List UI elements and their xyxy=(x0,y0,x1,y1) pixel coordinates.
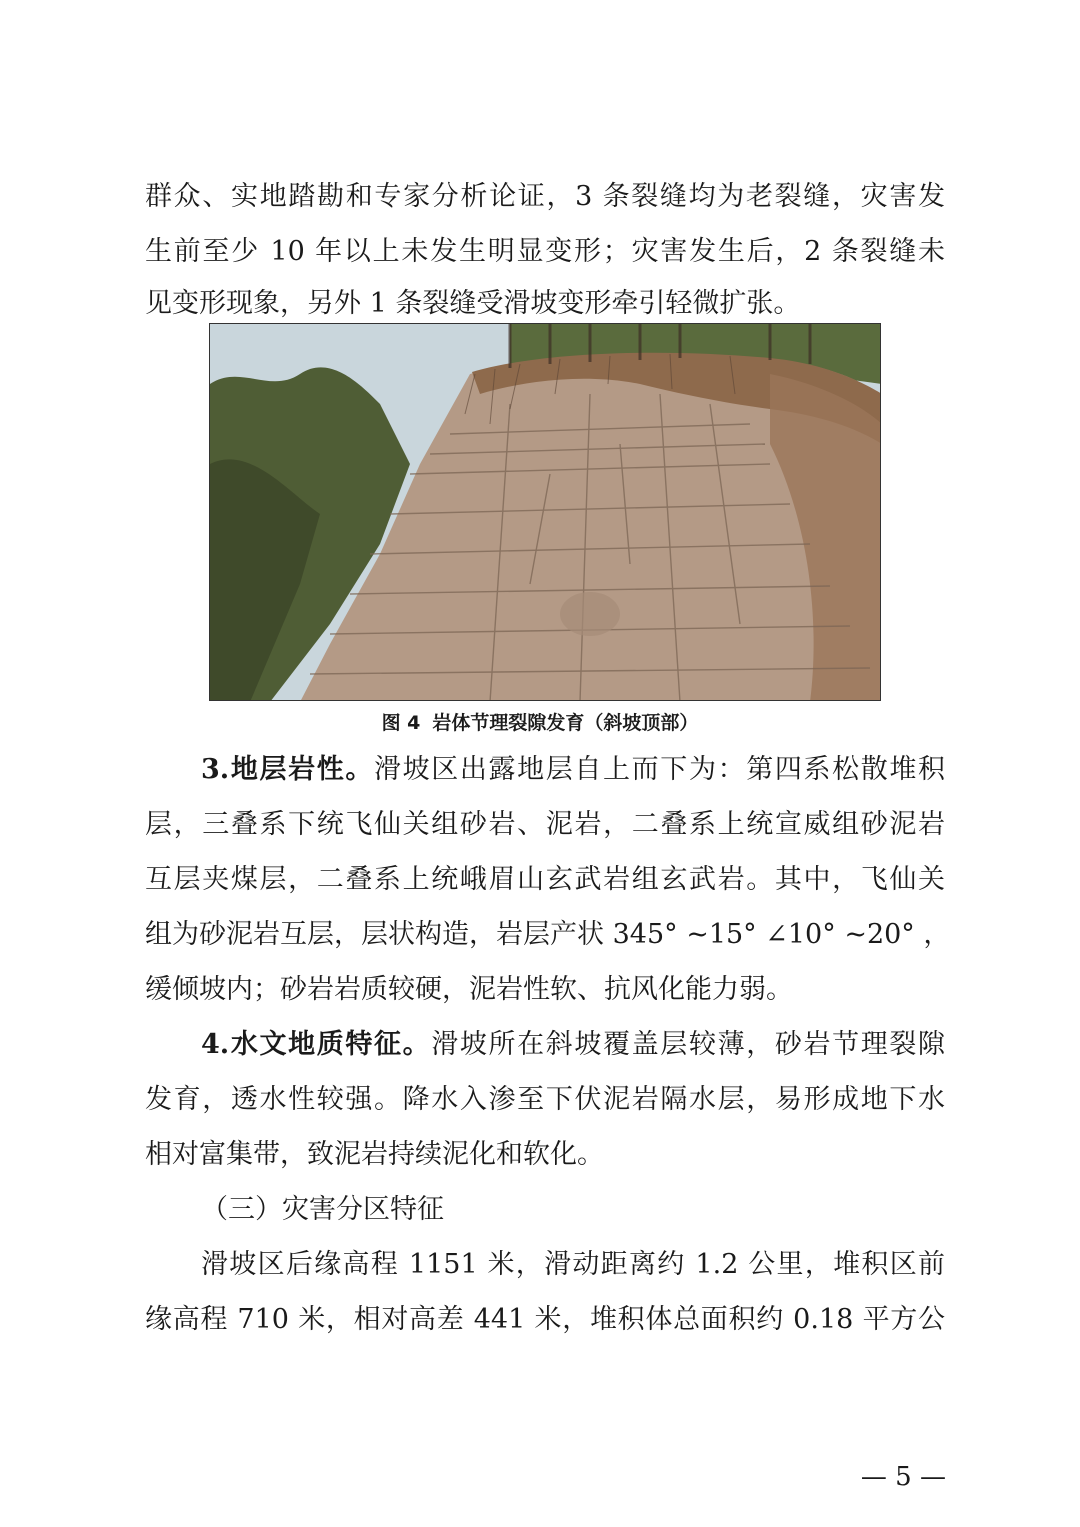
subsection-title: （三）灾害分区特征 xyxy=(201,1194,444,1225)
text-line: 缓倾坡内；砂岩岩质较硬，泥岩性软、抗风化能力弱。 xyxy=(145,974,793,1005)
figure-photo-rock-slope xyxy=(209,323,881,701)
rock-slope-photo xyxy=(210,324,881,701)
section-3-heading: 3.地层岩性。 xyxy=(201,754,374,785)
figure-caption-text: 岩体节理裂隙发育（斜坡顶部） xyxy=(432,712,699,734)
text-line: 见变形现象，另外 1 条裂缝受滑坡变形牵引轻微扩张。 xyxy=(145,288,801,319)
figure-number: 图 4 xyxy=(381,712,421,734)
text-line: 层，三叠系下统飞仙关组砂岩、泥岩，二叠系上统宣威组砂泥岩 xyxy=(145,809,945,840)
section-3-first-line xyxy=(201,756,945,783)
section-4-first-line xyxy=(201,1031,945,1058)
text-line: 相对富集带，致泥岩持续泥化和软化。 xyxy=(145,1139,604,1170)
page-number: — 5 — xyxy=(860,1462,946,1492)
text-line: 生前至少 10 年以上未发生明显变形；灾害发生后，2 条裂缝未 xyxy=(145,236,945,267)
text-line: 组为砂泥岩互层，层状构造，岩层产状 345° ~15° ∠10° ~20° ， xyxy=(145,919,951,950)
text-line: 滑坡所在斜坡覆盖层较薄，砂岩节理裂隙 xyxy=(431,1029,946,1060)
figure-caption xyxy=(0,708,1080,735)
section-4-heading: 4.水文地质特征。 xyxy=(201,1029,432,1060)
text-line: 发育，透水性较强。降水入渗至下伏泥岩隔水层，易形成地下水 xyxy=(145,1084,945,1115)
text-line: 互层夹煤层，二叠系上统峨眉山玄武岩组玄武岩。其中，飞仙关 xyxy=(145,864,945,895)
text-line: 滑坡区后缘高程 1151 米，滑动距离约 1.2 公里，堆积区前 xyxy=(201,1249,945,1280)
text-line: 群众、实地踏勘和专家分析论证，3 条裂缝均为老裂缝，灾害发 xyxy=(145,181,945,212)
text-line: 滑坡区出露地层自上而下为：第四系松散堆积 xyxy=(373,754,946,785)
text-line: 缘高程 710 米，相对高差 441 米，堆积体总面积约 0.18 平方公 xyxy=(145,1304,945,1335)
